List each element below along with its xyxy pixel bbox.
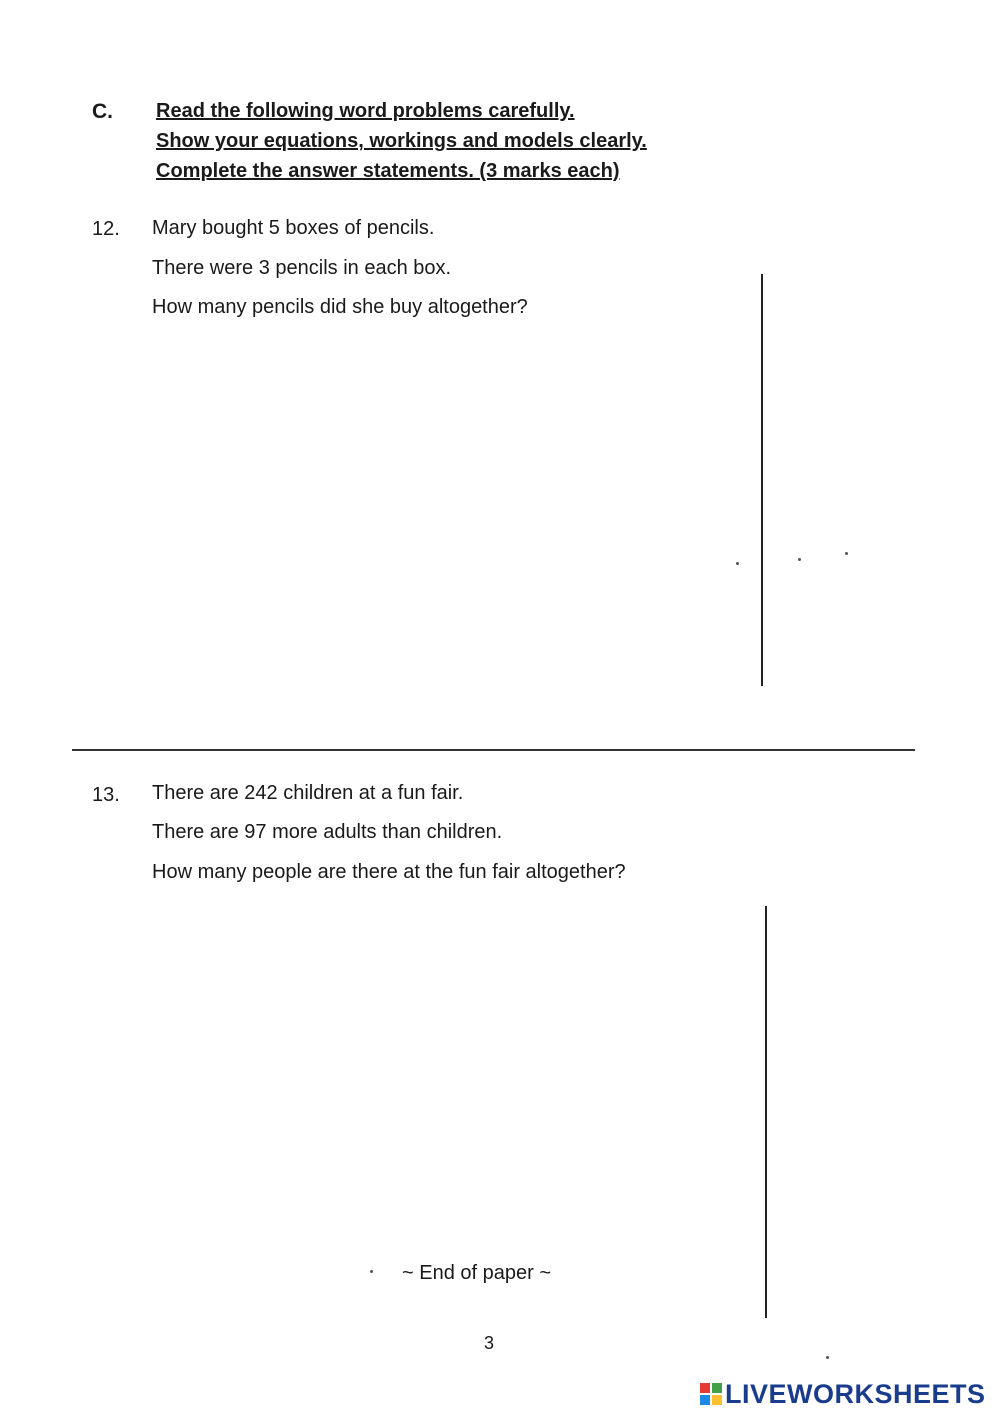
question-13-line-1: There are 242 children at a fun fair. <box>152 782 464 804</box>
instruction-line-3: Complete the answer statements. (3 marks each) <box>156 160 620 182</box>
page-number: 3 <box>484 1333 495 1353</box>
question-13-number: 13. <box>92 784 120 806</box>
question-13-line-2: There are 97 more adults than children. <box>152 821 503 843</box>
scan-speck <box>826 1356 829 1359</box>
scan-speck <box>845 552 848 555</box>
instruction-line-2: Show your equations, workings and models clearly. <box>156 130 647 152</box>
question-12-line-3: How many pencils did she buy altogether? <box>152 296 528 318</box>
question-separator <box>72 749 915 751</box>
logo-text: LIVEWORKSHEETS <box>725 1378 986 1409</box>
liveworksheets-logo <box>700 1378 986 1410</box>
answer-divider-12 <box>761 274 763 686</box>
question-12-number: 12. <box>92 218 120 240</box>
question-13-line-3: How many people are there at the fun fair altogether? <box>152 861 626 883</box>
end-of-paper: ~ End of paper ~ <box>402 1262 552 1284</box>
scan-speck <box>736 562 739 565</box>
question-12-line-1: Mary bought 5 boxes of pencils. <box>152 217 435 239</box>
scan-speck <box>370 1270 373 1273</box>
answer-divider-13 <box>765 906 767 1318</box>
question-12-line-2: There were 3 pencils in each box. <box>152 257 452 279</box>
instruction-line-1: Read the following word problems carefully. <box>156 100 575 122</box>
section-letter: C. <box>92 100 113 123</box>
logo-icon <box>700 1383 722 1405</box>
scan-speck <box>798 558 801 561</box>
